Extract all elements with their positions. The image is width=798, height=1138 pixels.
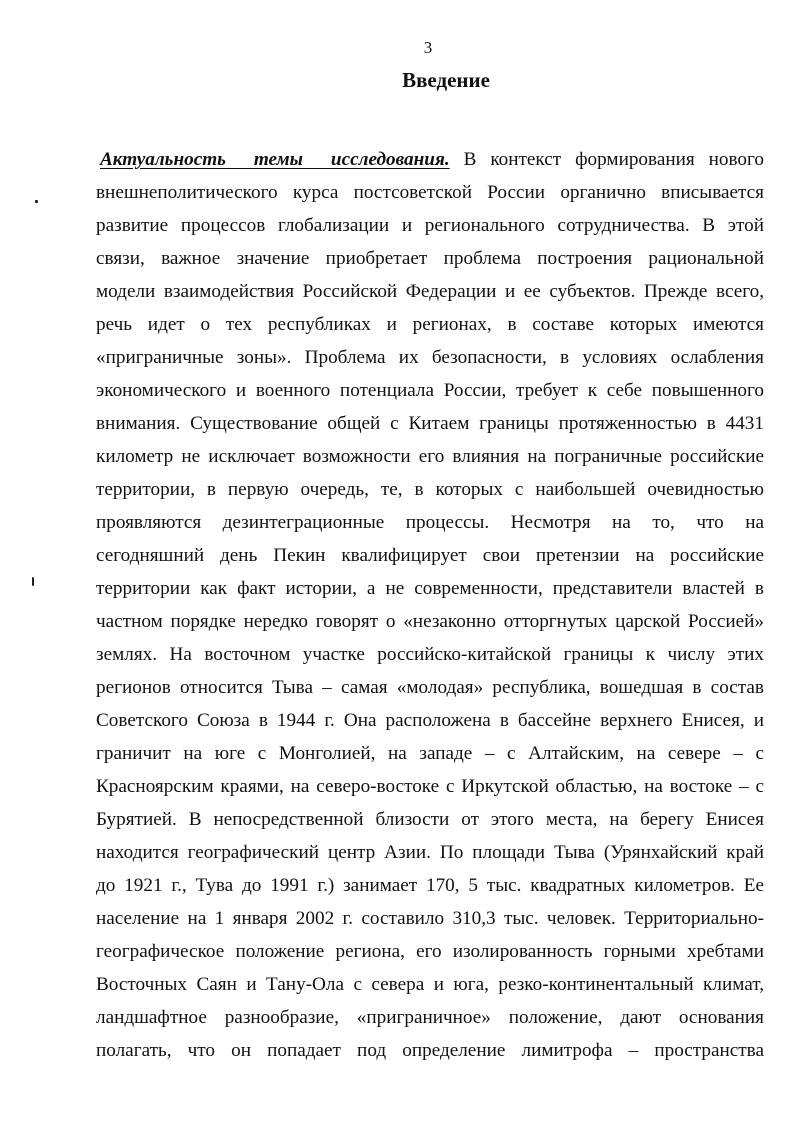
scan-speck xyxy=(35,200,38,203)
text-line: территории, в первую очередь, те, в которых с наибольшей очевидностью xyxy=(96,479,764,500)
section-lead: Актуальность темы исследования. xyxy=(100,149,450,170)
page-number: 3 xyxy=(423,38,433,57)
text-line: Советского Союза в 1944 г. Она расположена в бассейне верхнего Енисея, и xyxy=(96,710,764,731)
text-line: Красноярским краями, на северо-востоке с Иркутской областью, на востоке – с xyxy=(96,776,764,797)
text-line: внешнеполитического курса постсоветской России органично вписывается xyxy=(96,182,764,203)
text-line: находится географический центр Азии. По площади Тыва (Урянхайский край xyxy=(96,842,764,863)
body-text xyxy=(96,143,764,1067)
text-line: до 1921 г., Тува до 1991 г.) занимает 170, 5 тыс. квадратных километров. Ее xyxy=(96,875,764,896)
text-line: модели взаимодействия Российской Федерации и ее субъектов. Прежде всего, xyxy=(96,281,764,302)
text-line: регионов относится Тыва – самая «молодая» республика, вошедшая в состав xyxy=(96,677,764,698)
text-line: развитие процессов глобализации и регионального сотрудничества. В этой xyxy=(96,215,764,236)
text-line: полагать, что он попадает под определение лимитрофа – пространства xyxy=(96,1040,764,1061)
scan-speck xyxy=(32,577,34,586)
text-line: сегодняшний день Пекин квалифицирует свои претензии на российские xyxy=(96,545,764,566)
text-line: внимания. Существование общей с Китаем границы протяженностью в 4431 xyxy=(96,413,764,434)
text-line: население на 1 января 2002 г. составило 310,3 тыс. человек. Территориально- xyxy=(96,908,764,929)
text-line: граничит на юге с Монголией, на западе – с Алтайским, на севере – с xyxy=(96,743,764,764)
text-line: проявляются дезинтеграционные процессы. Несмотря на то, что на xyxy=(96,512,764,533)
text-line: частном порядке нередко говорят о «незаконно отторгнутых царской Россией» xyxy=(96,611,764,632)
text-line: ландшафтное разнообразие, «приграничное» положение, дают основания xyxy=(96,1007,764,1028)
text-line xyxy=(96,143,764,176)
text-line: Восточных Саян и Тану-Ола с севера и юга, резко-континентальный климат, xyxy=(96,974,764,995)
text-line: связи, важное значение приобретает проблема построения рациональной xyxy=(96,248,764,269)
text-line: речь идет о тех республиках и регионах, в составе которых имеются xyxy=(96,314,764,335)
text-line: землях. На восточном участке российско-китайской границы к числу этих xyxy=(96,644,764,665)
text-line: географическое положение региона, его изолированность горными хребтами xyxy=(96,941,764,962)
text-line: «приграничные зоны». Проблема их безопасности, в условиях ослабления xyxy=(96,347,764,368)
text-line: километр не исключает возможности его влияния на пограничные российские xyxy=(96,446,764,467)
text-line: Бурятией. В непосредственной близости от этого места, на берегу Енисея xyxy=(96,809,764,830)
text-line: экономического и военного потенциала России, требует к себе повышенного xyxy=(96,380,764,401)
first-line-rest: В контекст формирования нового xyxy=(463,149,764,170)
text-line: территории как факт истории, а не современности, представители властей в xyxy=(96,578,764,599)
page-title: Введение xyxy=(402,68,490,92)
